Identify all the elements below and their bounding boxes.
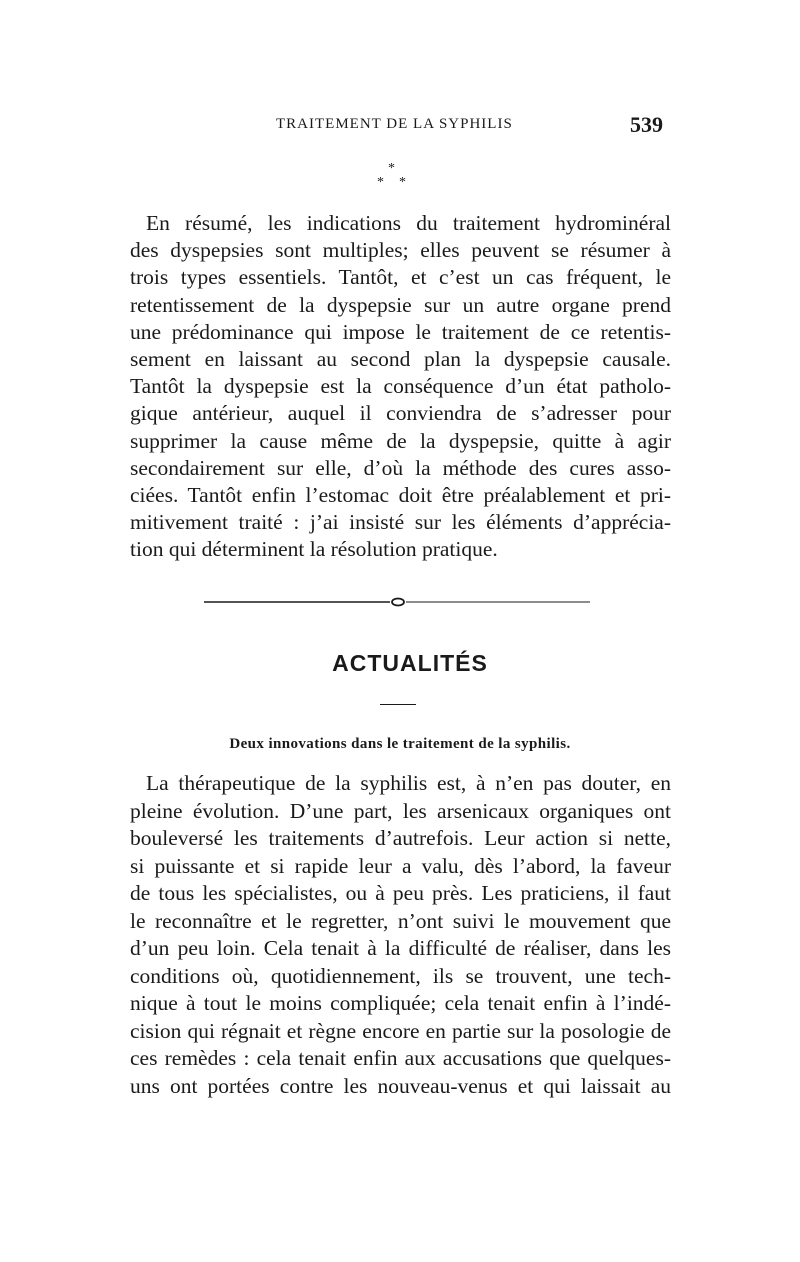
title-underline xyxy=(380,704,416,705)
asterisk-top: * xyxy=(388,161,395,176)
paragraph-line: uns ont portées contre les nouveau-venus et qui laissait au xyxy=(130,1073,671,1098)
paragraph-line: sement en laissant au second plan la dyspepsie causale. xyxy=(130,347,671,372)
paragraph-line: mitivement traité : j’ai insisté sur les éléments d’apprécia- xyxy=(130,510,671,535)
page-number: 539 xyxy=(630,112,663,137)
asterisk-right: * xyxy=(399,175,406,190)
article-paragraph xyxy=(130,770,671,1100)
section-title: ACTUALITÉS xyxy=(332,650,488,676)
paragraph-line: gique antérieur, auquel il conviendra de s’adresser pour xyxy=(130,401,671,426)
paragraph-line: tion qui déterminent la résolution pratique. xyxy=(130,537,498,562)
paragraph-line: le reconnaître et le regretter, n’ont suivi le mouvement que xyxy=(130,908,671,933)
paragraph-line: si puissante et si rapide leur a valu, dès l’abord, la faveur xyxy=(130,853,671,878)
paragraph-line: bouleversé les traitements d’autrefois. Leur action si nette, xyxy=(130,826,671,850)
paragraph-line: ces remèdes : cela tenait enfin aux accusations que quelques- xyxy=(130,1046,671,1070)
paragraph-line: La thérapeutique de la syphilis est, à n’en pas douter, en xyxy=(146,771,671,795)
paragraph-line: nique à tout le moins compliquée; cela tenait enfin à l’indé- xyxy=(130,991,671,1015)
paragraph-line: d’un peu loin. Cela tenait à la difficulté de réaliser, dans les xyxy=(130,936,671,960)
paragraph-line: des dyspepsies sont multiples; elles peuvent se résumer à xyxy=(130,238,671,263)
asterism-section-break xyxy=(375,162,411,198)
paragraph-line: trois types essentiels. Tantôt, et c’est un cas fréquent, le xyxy=(130,265,671,290)
paragraph-line: secondairement sur elle, d’où la méthode des cures asso- xyxy=(130,455,671,480)
asterisk-left: * xyxy=(377,175,384,190)
paragraph-line: Tantôt la dyspepsie est la conséquence d’un état patholo- xyxy=(130,374,671,399)
paragraph-line: supprimer la cause même de la dyspepsie, quitte à agir xyxy=(130,428,671,453)
paragraph-line: pleine évolution. D’une part, les arsenicaux organiques ont xyxy=(130,798,671,823)
paragraph-line: conditions où, quotidiennement, ils se trouvent, une tech- xyxy=(130,963,671,988)
paragraph-line: cision qui régnait et règne encore en partie sur la posologie de xyxy=(130,1018,671,1043)
ornament-center-diamond xyxy=(392,599,404,606)
running-head: TRAITEMENT DE LA SYPHILIS xyxy=(276,116,513,132)
paragraph-line: de tous les spécialistes, ou à peu près. Les praticiens, il faut xyxy=(130,881,671,905)
article-subheading: Deux innovations dans le traitement de la syphilis. xyxy=(229,736,571,752)
paragraph-line: retentissement de la dyspepsie sur un autre organe prend xyxy=(130,292,671,317)
paragraph-line: ciées. Tantôt enfin l’estomac doit être préalablement et pri- xyxy=(130,483,671,508)
paragraph-line: En résumé, les indications du traitement hydrominéral xyxy=(146,211,671,235)
paragraph-line: une prédominance qui impose le traitement de ce retentis- xyxy=(130,319,671,344)
summary-paragraph xyxy=(130,210,671,564)
ornamental-rule xyxy=(204,592,590,612)
